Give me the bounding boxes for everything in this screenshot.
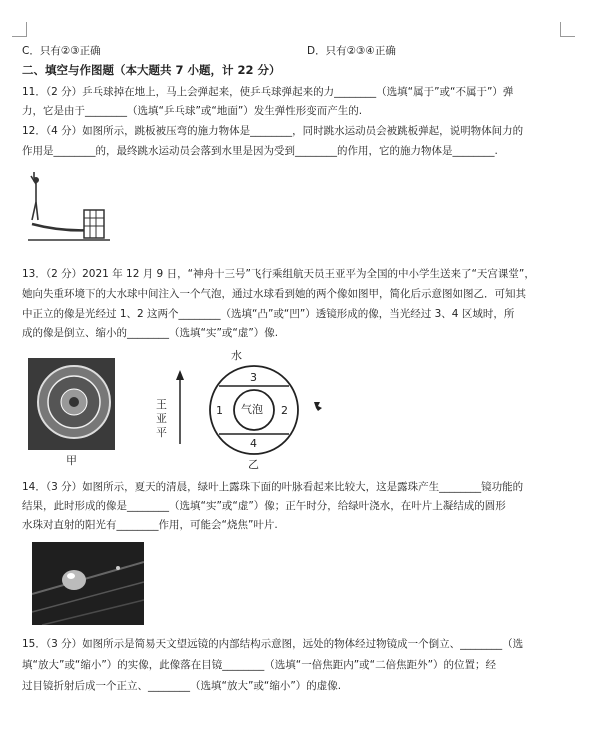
q12-line-2: 作用是________的，最终跳水运动员会落到水里是因为受到________的作用，它的施力物体是________. [22,145,498,157]
q13-line-3: 中正立的像是光经过 1、2 这两个________（选填“凸”或“凹”）透镜形成的像，当光经过 3、4 区域时，所 [22,308,515,320]
section-title: 二、填空与作图题（本大题共 7 小题，计 22 分） [22,63,281,77]
label-region-1: 1 [216,404,223,417]
q15-line-3: 过目镜折射后成一个正立、________（选填“放大”或“缩小”）的虚像. [22,680,342,692]
label-qipao: 气泡 [241,403,263,416]
q15-line-1: 15．（3 分）如图所示是简易天文望远镜的内部结构示意图，远处的物体经过物镜成一个倒立、________（选 [22,638,524,650]
figure-label-jia: 甲 [66,454,77,467]
q12-line-1: 12．（4 分）如图所示，跳板被压弯的施力物体是________，同时跳水运动员会被跳板弹起，说明物体间力的 [22,125,524,137]
q13-line-1: 13．（2 分）2021 年 12 月 9 日，“神舟十三号”飞行乘组航天员王亚平为全国的中小学生送来了“天宫课堂”， [22,268,535,280]
label-region-2: 2 [281,404,288,417]
label-region-4: 4 [250,437,257,450]
water-ball-diagram [150,348,330,472]
option-d: D．只有②③④正确 [307,45,396,57]
label-ya: 亚 [156,412,167,425]
label-wang: 王 [156,398,167,411]
q14-line-1: 14．（3 分）如图所示，夏天的清晨，绿叶上露珠下面的叶脉看起来比较大，这是露珠产生________镜功能的 [22,481,524,493]
q15-line-2: 填“放大”或“缩小”）的实像，此像落在目镜________（选填“一倍焦距内”或“二倍焦距外”）的位置；经 [22,659,497,671]
crop-mark-top-left [12,22,27,37]
diving-board-figure [22,168,112,250]
q14-line-2: 结果，此时形成的像是________（选填“实”或“虚”）像；正午时分，给绿叶浇水，在叶片上凝结成的圆形 [22,500,506,512]
q13-line-4: 成的像是倒立、缩小的________（选填“实”或“虚”）像. [22,327,279,339]
q11-line-2: 力，它是由于________（选填“乒乓球”或“地面”）发生弹性形变而产生的. [22,105,363,117]
label-region-3: 3 [250,371,257,384]
q14-line-3: 水珠对直射的阳光有________作用，可能会“烧焦”叶片. [22,519,278,531]
label-ping: 平 [156,426,167,439]
water-ball-photo [28,358,115,450]
crop-mark-top-right [560,22,575,37]
option-c: C．只有②③正确 [22,45,101,57]
figure-label-yi: 乙 [248,458,259,471]
q11-line-1: 11．（2 分）乒乓球掉在地上，马上会弹起来，使乒乓球弹起来的力________（选填“属于”或“不属于”）弹 [22,86,514,98]
q13-line-2: 她向失重环境下的大水球中间注入一个气泡，通过水球看到她的两个像如图甲，简化后示意图如图乙．可知其 [22,288,526,300]
dewdrop-leaf-photo [32,542,144,625]
label-shui: 水 [231,349,242,362]
